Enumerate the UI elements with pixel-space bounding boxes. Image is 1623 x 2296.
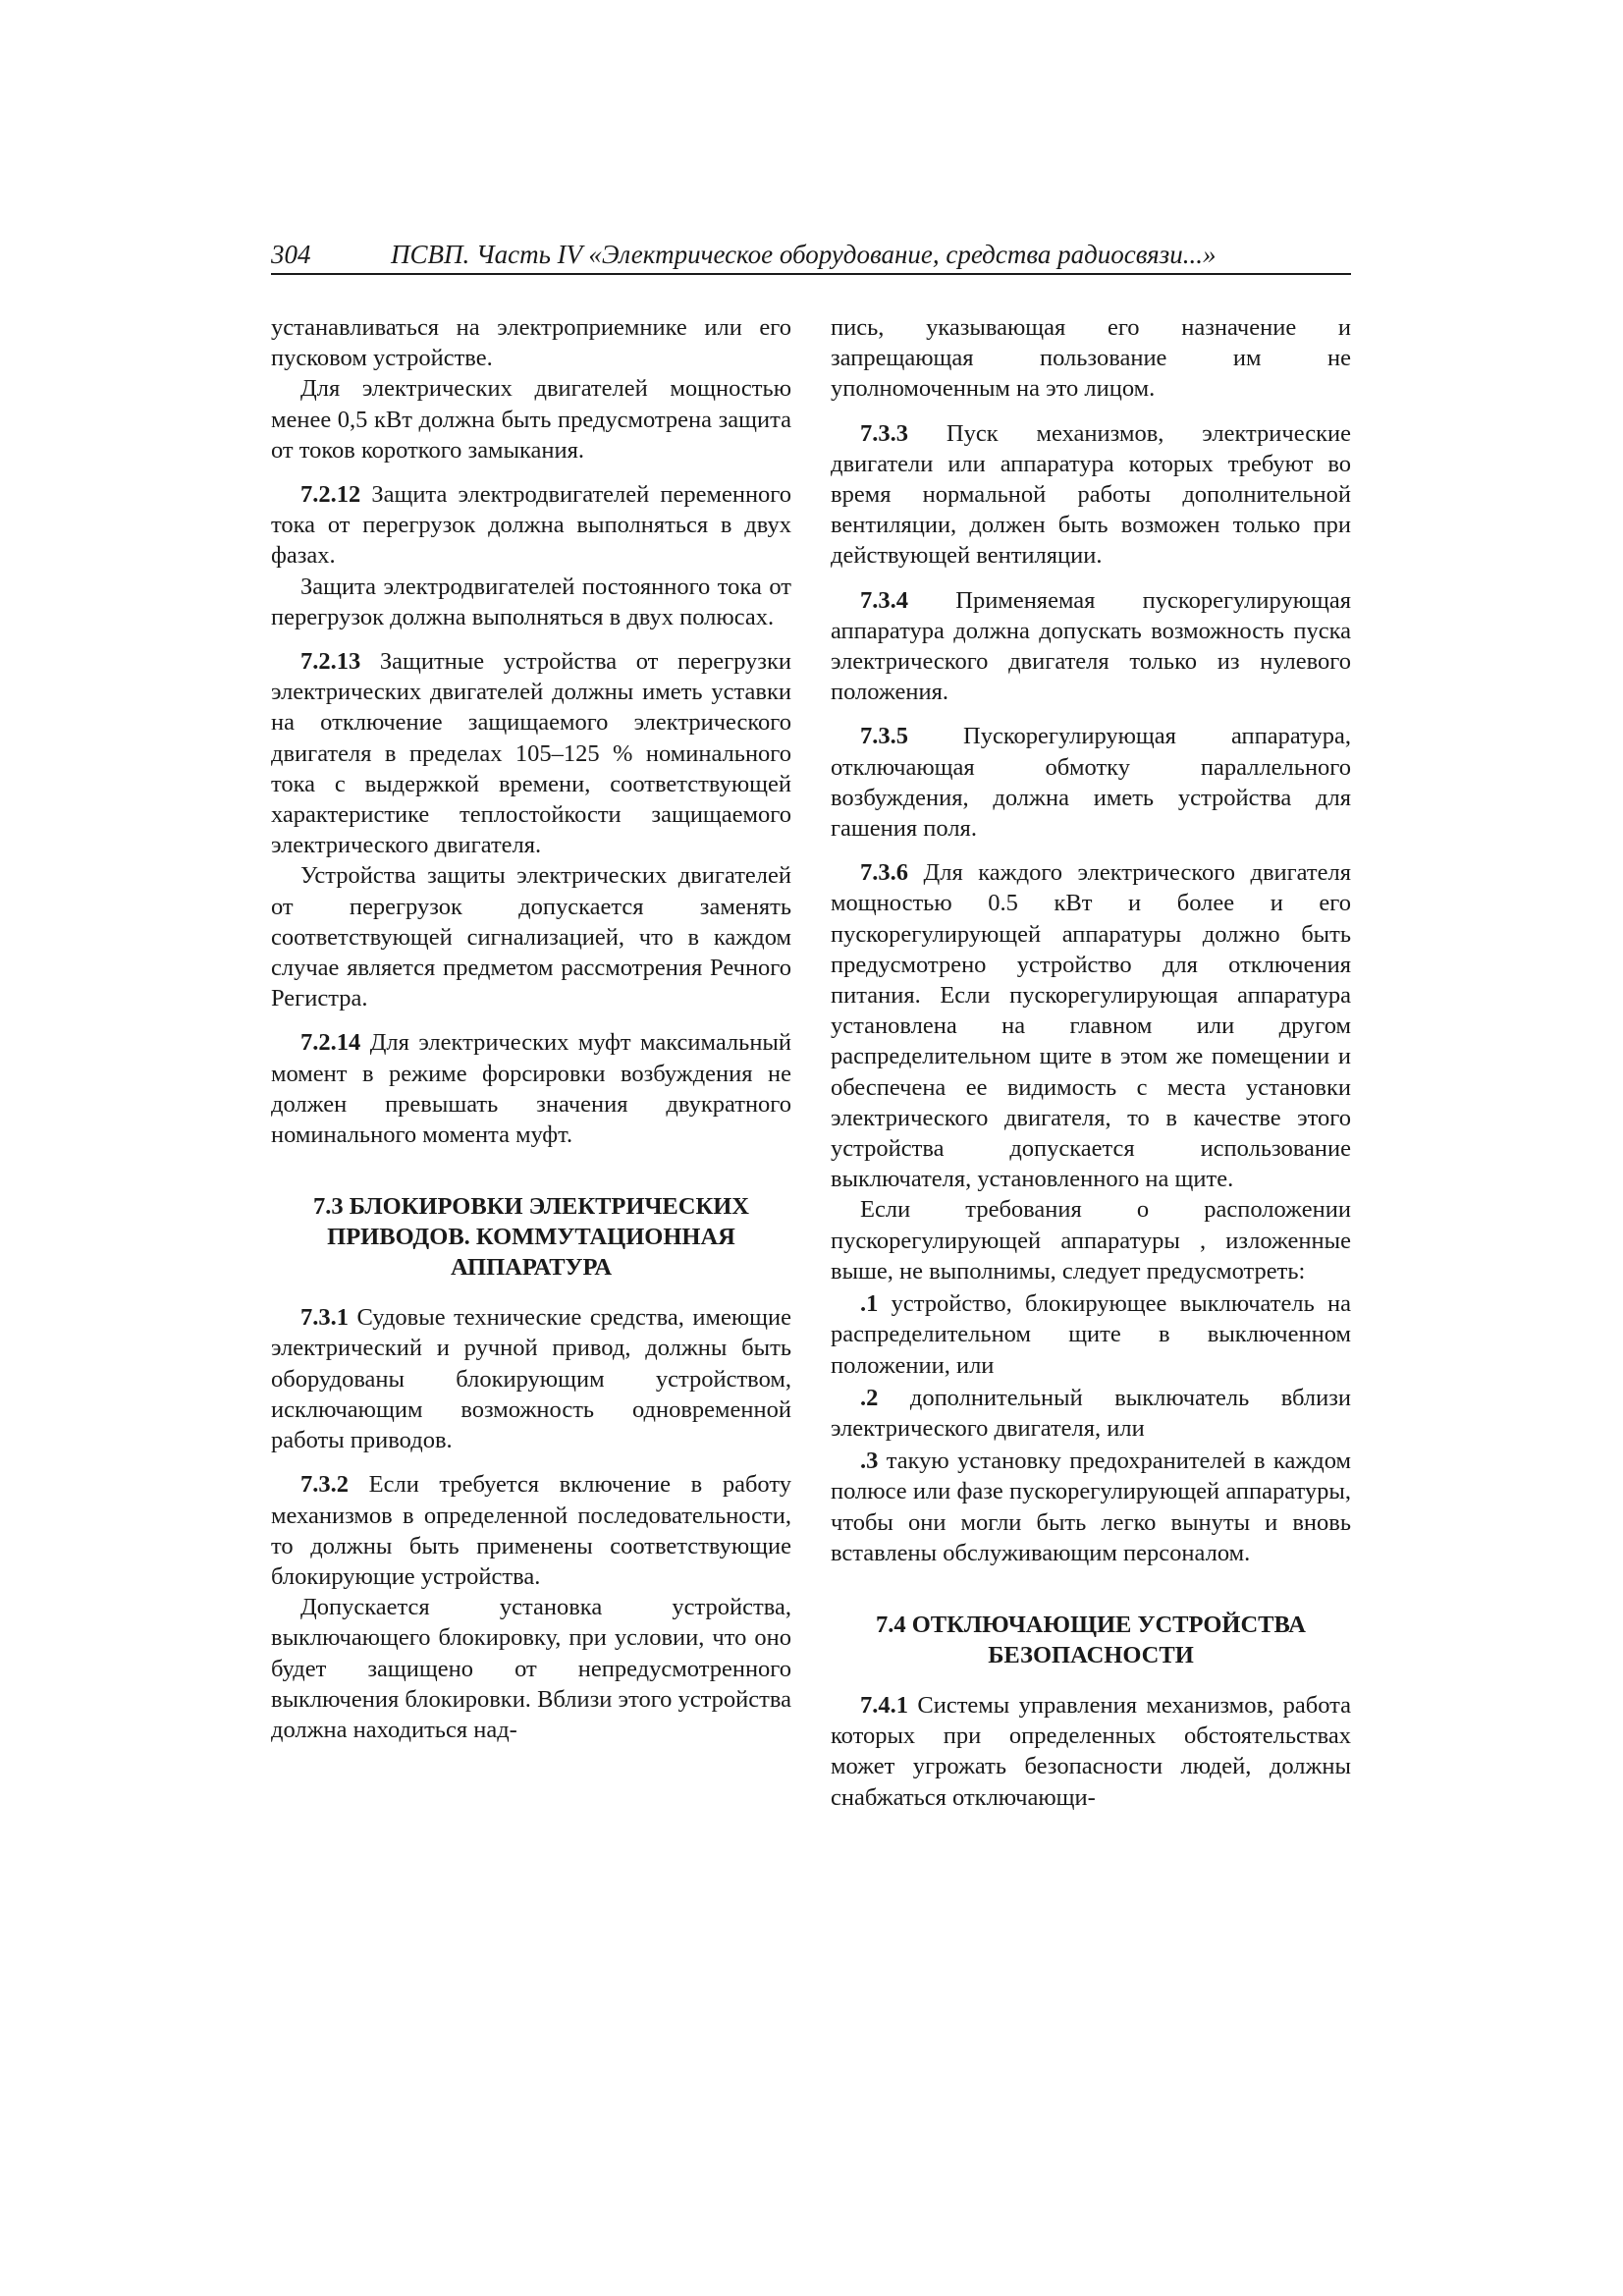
paragraph — [271, 860, 791, 1013]
paragraph-text: Для электрических двигателей мощностью менее 0,5 кВт должна быть предусмотрена защита от токов короткого замыкания. — [271, 375, 791, 464]
paragraph — [831, 418, 1351, 572]
section-heading-line: 7.3 БЛОКИРОВКИ ЭЛЕКТРИЧЕСКИХ — [313, 1193, 749, 1221]
clause-number: 7.3.5 — [860, 723, 908, 750]
clause-number: 7.2.13 — [300, 648, 361, 676]
clause-number: 7.3.1 — [300, 1304, 349, 1332]
paragraph — [831, 857, 1351, 1194]
paragraph-text: Применяемая пускорегулирующая аппаратура должна допускать возможность пуска электрического двигателя только из нулевого положения. — [831, 586, 1351, 706]
paragraph-text: Защитные устройства от перегрузки электрических двигателей должны иметь уставки на отключение защищаемого электрического двигателя в пределах 105–125 % номинального тока с выдержкой времени, соответствующей характеристике теплостойкости защищаемого электрического двигателя. — [271, 648, 791, 859]
running-title: ПСВП. Часть IV «Электрическое оборудование, средства радиосвязи...» — [391, 240, 1217, 269]
paragraph-text: Защита электродвигателей постоянного тока от перегрузок должна выполняться в двух полюсах. — [271, 573, 791, 630]
paragraph — [271, 1592, 791, 1745]
paragraph — [831, 312, 1351, 405]
paragraph-text: пись, указывающая его назначение и запрещающая пользование им не уполномоченным на это лицом. — [831, 314, 1351, 403]
section-heading-line: АППАРАТУРА — [450, 1254, 613, 1282]
paragraph — [271, 373, 791, 465]
section-heading-line: ПРИВОДОВ. КОММУТАЦИОННАЯ — [327, 1224, 735, 1251]
clause-number: 7.2.12 — [300, 481, 361, 509]
paragraph-text: Допускается установка устройства, выключающего блокировку, при условии, что оно будет защищено от непредусмотренного выключения блокировки. Вблизи этого устройства должна находиться над- — [271, 1594, 791, 1743]
right-paragraphs — [831, 312, 1351, 1568]
left-paragraphs — [271, 312, 791, 1150]
paragraph-text: Устройства защиты электрических двигателей от перегрузок допускается заменять соответствующей сигнализацией, что в каждом случае является предметом рассмотрения Речного Регистра. — [271, 862, 791, 1012]
page-number: 304 — [271, 240, 311, 269]
paragraph-text: Если требуется включение в работу механизмов в определенной последовательности, то должны быть применены соответствующие блокирующие устройства. — [271, 1471, 791, 1590]
clause-number: 7.3.2 — [300, 1471, 349, 1499]
paragraph-text: Защита электродвигателей переменного тока от перегрузок должна выполняться в двух фазах. — [271, 481, 791, 570]
paragraph — [271, 1469, 791, 1592]
paragraph-text: устанавливаться на электроприемнике или его пусковом устройстве. — [271, 314, 791, 372]
clause-number: .2 — [860, 1384, 879, 1411]
paragraph — [831, 585, 1351, 708]
clause-number: 7.3.4 — [860, 586, 908, 614]
paragraph-text: дополнительный выключатель вблизи электрического двигателя, или — [831, 1384, 1351, 1442]
paragraph-text: Для электрических муфт максимальный момент в режиме форсировки возбуждения не должен превышать значения двукратного номинального момента муфт. — [271, 1029, 791, 1149]
paragraph — [271, 312, 791, 373]
left-column — [271, 312, 791, 1745]
paragraph — [831, 1446, 1351, 1568]
section-heading-7-4 — [831, 1610, 1351, 1670]
clause-number: 7.2.14 — [300, 1029, 361, 1057]
paragraph — [271, 479, 791, 572]
paragraph — [831, 1288, 1351, 1381]
left-paragraphs-2 — [271, 1302, 791, 1745]
paragraph-text: Системы управления механизмов, работа которых при определенных обстоятельствах может угрожать безопасности людей, должны снабжаться отключающи- — [831, 1691, 1351, 1811]
clause-number: 7.3.6 — [860, 859, 908, 887]
clause-number: .1 — [860, 1290, 879, 1318]
paragraph-text: устройство, блокирующее выключатель на распределительном щите в выключенном положении, или — [831, 1290, 1351, 1379]
paragraph-text: Судовые технические средства, имеющие электрический и ручной привод, должны быть оборудованы блокирующим устройством, исключающим возможность одновременной работы приводов. — [271, 1304, 791, 1454]
section-heading-line: 7.4 ОТКЛЮЧАЮЩИЕ УСТРОЙСТВА — [876, 1611, 1306, 1638]
paragraph — [831, 1690, 1351, 1813]
paragraph-text: Пускорегулирующая аппаратура, отключающая обмотку параллельного возбуждения, должна иметь устройства для гашения поля. — [831, 723, 1351, 843]
paragraph — [831, 721, 1351, 844]
header-rule — [271, 273, 1351, 275]
paragraph-text: такую установку предохранителей в каждом полюсе или фазе пускорегулирующей аппаратуры, чтобы они могли быть легко вынуты и вновь вставлены обслуживающим персоналом. — [831, 1448, 1351, 1566]
right-column — [831, 312, 1351, 1813]
paragraph — [271, 1027, 791, 1150]
clause-number: 7.3.3 — [860, 419, 908, 447]
section-heading-line: БЕЗОПАСНОСТИ — [988, 1641, 1194, 1668]
paragraph — [271, 572, 791, 632]
right-paragraphs-2 — [831, 1690, 1351, 1813]
paragraph — [271, 646, 791, 860]
paragraph — [831, 1383, 1351, 1444]
section-heading-7-3 — [271, 1191, 791, 1283]
clause-number: 7.4.1 — [860, 1691, 908, 1719]
paragraph-text: Для каждого электрического двигателя мощностью 0.5 кВт и более и его пускорегулирующей аппаратуры должно быть предусмотрено устройство для отключения питания. Если пускорегулирующая аппаратура установлена на главном или другом распределительном щите в этом же помещении и обеспечена ее видимость с места установки электрического двигателя, то в качестве этого устройства допускается использование выключателя, установленного на щите. — [831, 859, 1351, 1193]
paragraph-text: Если требования о расположении пускорегулирующей аппаратуры , изложенные выше, не выполнимы, следует предусмотреть: — [831, 1196, 1351, 1285]
clause-number: .3 — [860, 1448, 879, 1475]
paragraph — [831, 1194, 1351, 1286]
paragraph — [271, 1302, 791, 1455]
paragraph-text: Пуск механизмов, электрические двигатели или аппаратура которых требуют во время нормальной работы дополнительной вентиляции, должен быть возможен только при действующей вентиляции. — [831, 419, 1351, 570]
